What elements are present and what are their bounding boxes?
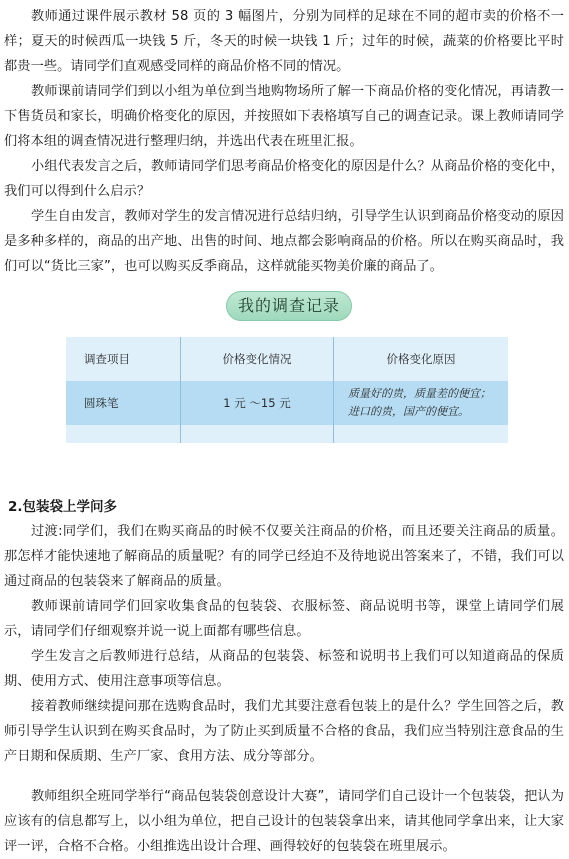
table-row — [66, 381, 508, 425]
survey-record-banner: 我的调查记录 — [226, 291, 352, 321]
paragraph-design-contest: 教师组织全班同学举行“商品包装袋创意设计大赛”，请同学们自己设计一个包装袋，把认为应该有的信息都写上，以小组为单位，把自己设计的包装袋拿出来，请其他同学拿出来，让大家评一评，合格不合格。小组推选出设计合理、画得较好的包装袋在班里展示。 — [4, 789, 564, 854]
cell-empty — [334, 425, 509, 443]
reason-line-1: 质量好的贵，质量差的便宜； — [348, 387, 491, 400]
paragraph-group-discussion: 小组代表发言之后，教师请同学们思考商品价格变化的原因是什么？从商品价格的变化中，我们可以得到什么启示？ — [4, 159, 564, 199]
paragraph-courseware-intro: 教师通过课件展示教材 58 页的 3 幅图片，分别为同样的足球在不同的超市卖的价格不一样；夏天的时候西瓜一块钱 5 斤，冬天的时候一块钱 1 斤；过年的时候，蔬菜的价格要比平时都贵一些。请同学们直观感受同样的商品价格不同的情况。 — [4, 9, 564, 74]
cell-change-reason — [334, 381, 509, 425]
table-row-empty — [66, 425, 508, 443]
paragraph-food-selection: 接着教师继续提问那在选购食品时，我们尤其要注意看包装上的是什么？学生回答之后，教师引导学生认识到在购买食品时，为了防止买到质量不合格的食品，我们应当特别注意食品的生产日期和保质期、生产厂家、食用方法、成分等部分。 — [4, 699, 564, 764]
section-title-packaging: 2.包装袋上学问多 — [8, 499, 118, 515]
paragraph-teacher-summary: 学生发言之后教师进行总结，从商品的包装袋、标签和说明书上我们可以知道商品的保质期、使用方式、使用注意事项等信息。 — [4, 649, 564, 689]
header-survey-item: 调查项目 — [66, 337, 181, 381]
paragraph-collect-packaging: 教师课前请同学们回家收集食品的包装袋、衣服标签、商品说明书等，课堂上请同学们展示，请同学们仔细观察并说一说上面都有哪些信息。 — [4, 599, 564, 639]
header-change-reason: 价格变化原因 — [386, 352, 456, 366]
survey-header-row — [66, 337, 508, 381]
paragraph-transition: 过渡:同学们，我们在购买商品的时候不仅要关注商品的价格，而且还要关注商品的质量。那怎样才能快速地了解商品的质量呢？有的同学已经迫不及待地说出答案来了，不错，我们可以通过商品的包装袋来了解商品的质量。 — [4, 524, 564, 589]
paragraph-survey-task: 教师课前请同学们到以小组为单位到当地购物场所了解一下商品价格的变化情况，再请教一下售货员和家长，明确价格变化的原因，并按照如下表格填写自己的调查记录。课上教师请同学们将本组的调查情况进行整理归纳，并选出代表在班里汇报。 — [4, 84, 564, 149]
cell-item: 圆珠笔 — [66, 381, 181, 425]
cell-empty — [66, 425, 181, 443]
header-price-change: 价格变化情况 — [181, 337, 334, 381]
paragraph-summary: 学生自由发言，教师对学生的发言情况进行总结归纳，引导学生认识到商品价格变动的原因是多种多样的，商品的出产地、出售的时间、地点都会影响商品的价格。所以在购买商品时，我们可以“货比三家”，也可以购买反季商品，这样就能买物美价廉的商品了。 — [4, 209, 564, 274]
reason-line-2: 进口的贵，国产的便宜。 — [348, 405, 469, 418]
cell-price-change: 1 元 ～15 元 — [181, 381, 334, 425]
survey-table — [66, 337, 508, 443]
cell-empty — [181, 425, 334, 443]
